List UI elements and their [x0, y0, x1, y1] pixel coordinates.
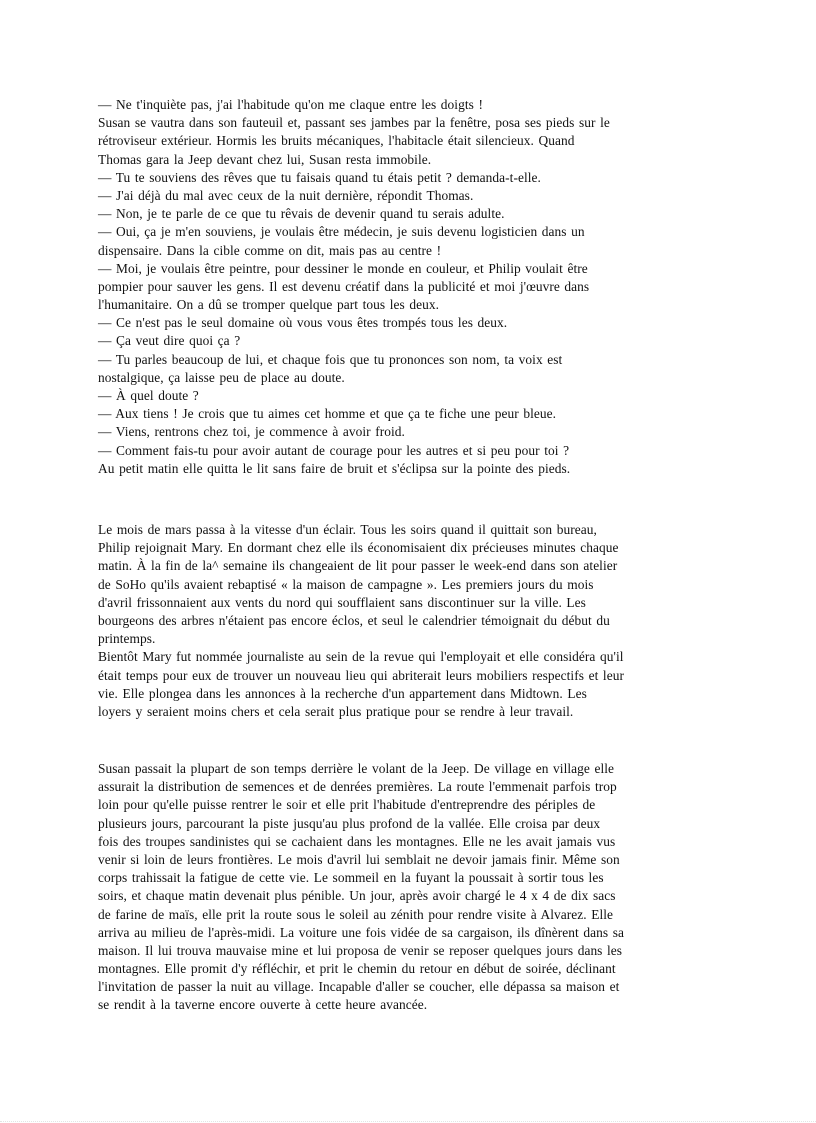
text-line: assurait la distribution de semences et de denrées premières. La route l'emmenait parfois trop [98, 779, 617, 795]
text-line: venir si loin de leurs frontières. Le mois d'avril lui semblait ne devoir jamais finir. Même son [98, 851, 620, 867]
text-line: soirs, et chaque matin devenait plus pénible. Un jour, après avoir chargé le 4 x 4 de dix sacs [98, 888, 616, 904]
text-line: d'avril frissonnaient aux vents du nord qui soufflaient sans discontinuer sur la ville. Les [98, 594, 586, 610]
text-line: — Viens, rentrons chez toi, je commence à avoir froid. [98, 424, 405, 440]
text-line: l'invitation de passer la nuit au village. Incapable d'aller se coucher, elle dépassa sa maison et [98, 979, 620, 995]
text-line: — Ne t'inquiète pas, j'ai l'habitude qu'on me claque entre les doigts ! [98, 97, 483, 112]
text-line: plusieurs jours, parcourant la piste jusqu'au plus profond de la vallée. Elle croisa par deux [98, 815, 601, 831]
text-section-1 [98, 96, 728, 478]
text-line: Au petit matin elle quitta le lit sans faire de bruit et s'éclipsa sur la pointe des pieds. [98, 460, 571, 476]
text-line: Bientôt Mary fut nommée journaliste au sein de la revue qui l'employait et elle considéra qu'il [98, 649, 624, 665]
text-line: Susan se vautra dans son fauteuil et, passant ses jambes par la fenêtre, posa ses pieds sur le [98, 115, 610, 131]
text-line: de SoHo qu'ils avaient rebaptisé « la maison de campagne ». Les premiers jours du mois [98, 576, 594, 592]
text-line: Le mois de mars passa à la vitesse d'un éclair. Tous les soirs quand il quittait son bureau, [98, 522, 597, 537]
text-line: nostalgique, ça laisse peu de place au doute. [98, 369, 345, 385]
text-line: — À quel doute ? [98, 388, 199, 403]
text-line: loin pour qu'elle puisse rentrer le soir et elle prit l'habitude d'entreprendre des périples de [98, 797, 596, 813]
text-section-3 [98, 760, 728, 1015]
text-line: corps trahissait la fatigue de cette vie. Le sommeil en la fuyant la poussait à sortir tous les [98, 870, 604, 886]
text-line: fois des troupes sandinistes qui se cachaient dans les montagnes. Elle ne les avait jamais vus [98, 833, 616, 849]
text-section-2 [98, 521, 728, 721]
text-line: matin. À la fin de la^ semaine ils changeaient de lit pour passer le week-end dans son atelier [98, 558, 618, 574]
text-line: Philip rejoignait Mary. En dormant chez elle ils économisaient dix précieuses minutes chaque [98, 540, 619, 556]
text-line: montagnes. Elle promit d'y réfléchir, et prit le chemin du retour en début de soirée, déclinant [98, 961, 616, 977]
text-line: loyers y seraient moins chers et cela serait plus pratique pour se rendre à leur travail. [98, 703, 574, 719]
text-line: — Tu parles beaucoup de lui, et chaque fois que tu prononces son nom, ta voix est [98, 351, 563, 367]
text-line: pompier pour sauver les gens. Il est devenu créatif dans la publicité et moi j'œuvre dans [98, 278, 590, 294]
text-line: — Oui, ça je m'en souviens, je voulais être médecin, je suis devenu logisticien dans un [98, 224, 585, 240]
text-line: Susan passait la plupart de son temps derrière le volant de la Jeep. De village en village elle [98, 761, 614, 776]
text-line: se rendit à la taverne encore ouverte à cette heure avancée. [98, 997, 428, 1013]
text-line: vie. Elle plongea dans les annonces à la recherche d'un appartement dans Midtown. Les [98, 685, 587, 701]
text-line: était temps pour eux de trouver un nouveau lieu qui abriterait leurs mobiliers respectifs et leur [98, 667, 624, 683]
text-line: rétroviseur extérieur. Hormis les bruits mécaniques, l'habitacle était silencieux. Quand [98, 133, 575, 149]
text-line: — Moi, je voulais être peintre, pour dessiner le monde en couleur, et Philip voulait être [98, 260, 588, 276]
text-line: bourgeons des arbres n'étaient pas encore éclos, et seul le calendrier témoignait du début du [98, 612, 610, 628]
text-line: — Ce n'est pas le seul domaine où vous vous êtes trompés tous les deux. [98, 315, 508, 331]
text-line: de farine de maïs, elle prit la route sous le soleil au zénith pour rendre visite à Alvarez. Elle [98, 906, 614, 922]
text-line: l'humanitaire. On a dû se tromper quelque part tous les deux. [98, 297, 439, 313]
text-line: arriva au milieu de l'après-midi. La voiture une fois vidée de sa cargaison, ils dînèrent dans sa [98, 924, 624, 940]
text-line: — Ça veut dire quoi ça ? [98, 333, 241, 349]
text-line: — Non, je te parle de ce que tu rêvais de devenir quand tu serais adulte. [98, 206, 505, 222]
text-line: maison. Il lui trouva mauvaise mine et lui proposa de venir se reposer quelques jours dans les [98, 942, 623, 958]
text-line: printemps. [98, 631, 156, 647]
text-line: — J'ai déjà du mal avec ceux de la nuit dernière, répondit Thomas. [98, 187, 474, 203]
text-line: — Tu te souviens des rêves que tu faisais quand tu étais petit ? demanda-t-elle. [98, 169, 541, 185]
text-line: Thomas gara la Jeep devant chez lui, Susan resta immobile. [98, 151, 432, 167]
text-line: — Comment fais-tu pour avoir autant de courage pour les autres et si peu pour toi ? [98, 442, 570, 458]
text-line: — Aux tiens ! Je crois que tu aimes cet homme et que ça te fiche une peur bleue. [98, 406, 557, 422]
text-line: dispensaire. Dans la cible comme on dit, mais pas au centre ! [98, 242, 442, 258]
page-bottom-rule [0, 1121, 816, 1122]
